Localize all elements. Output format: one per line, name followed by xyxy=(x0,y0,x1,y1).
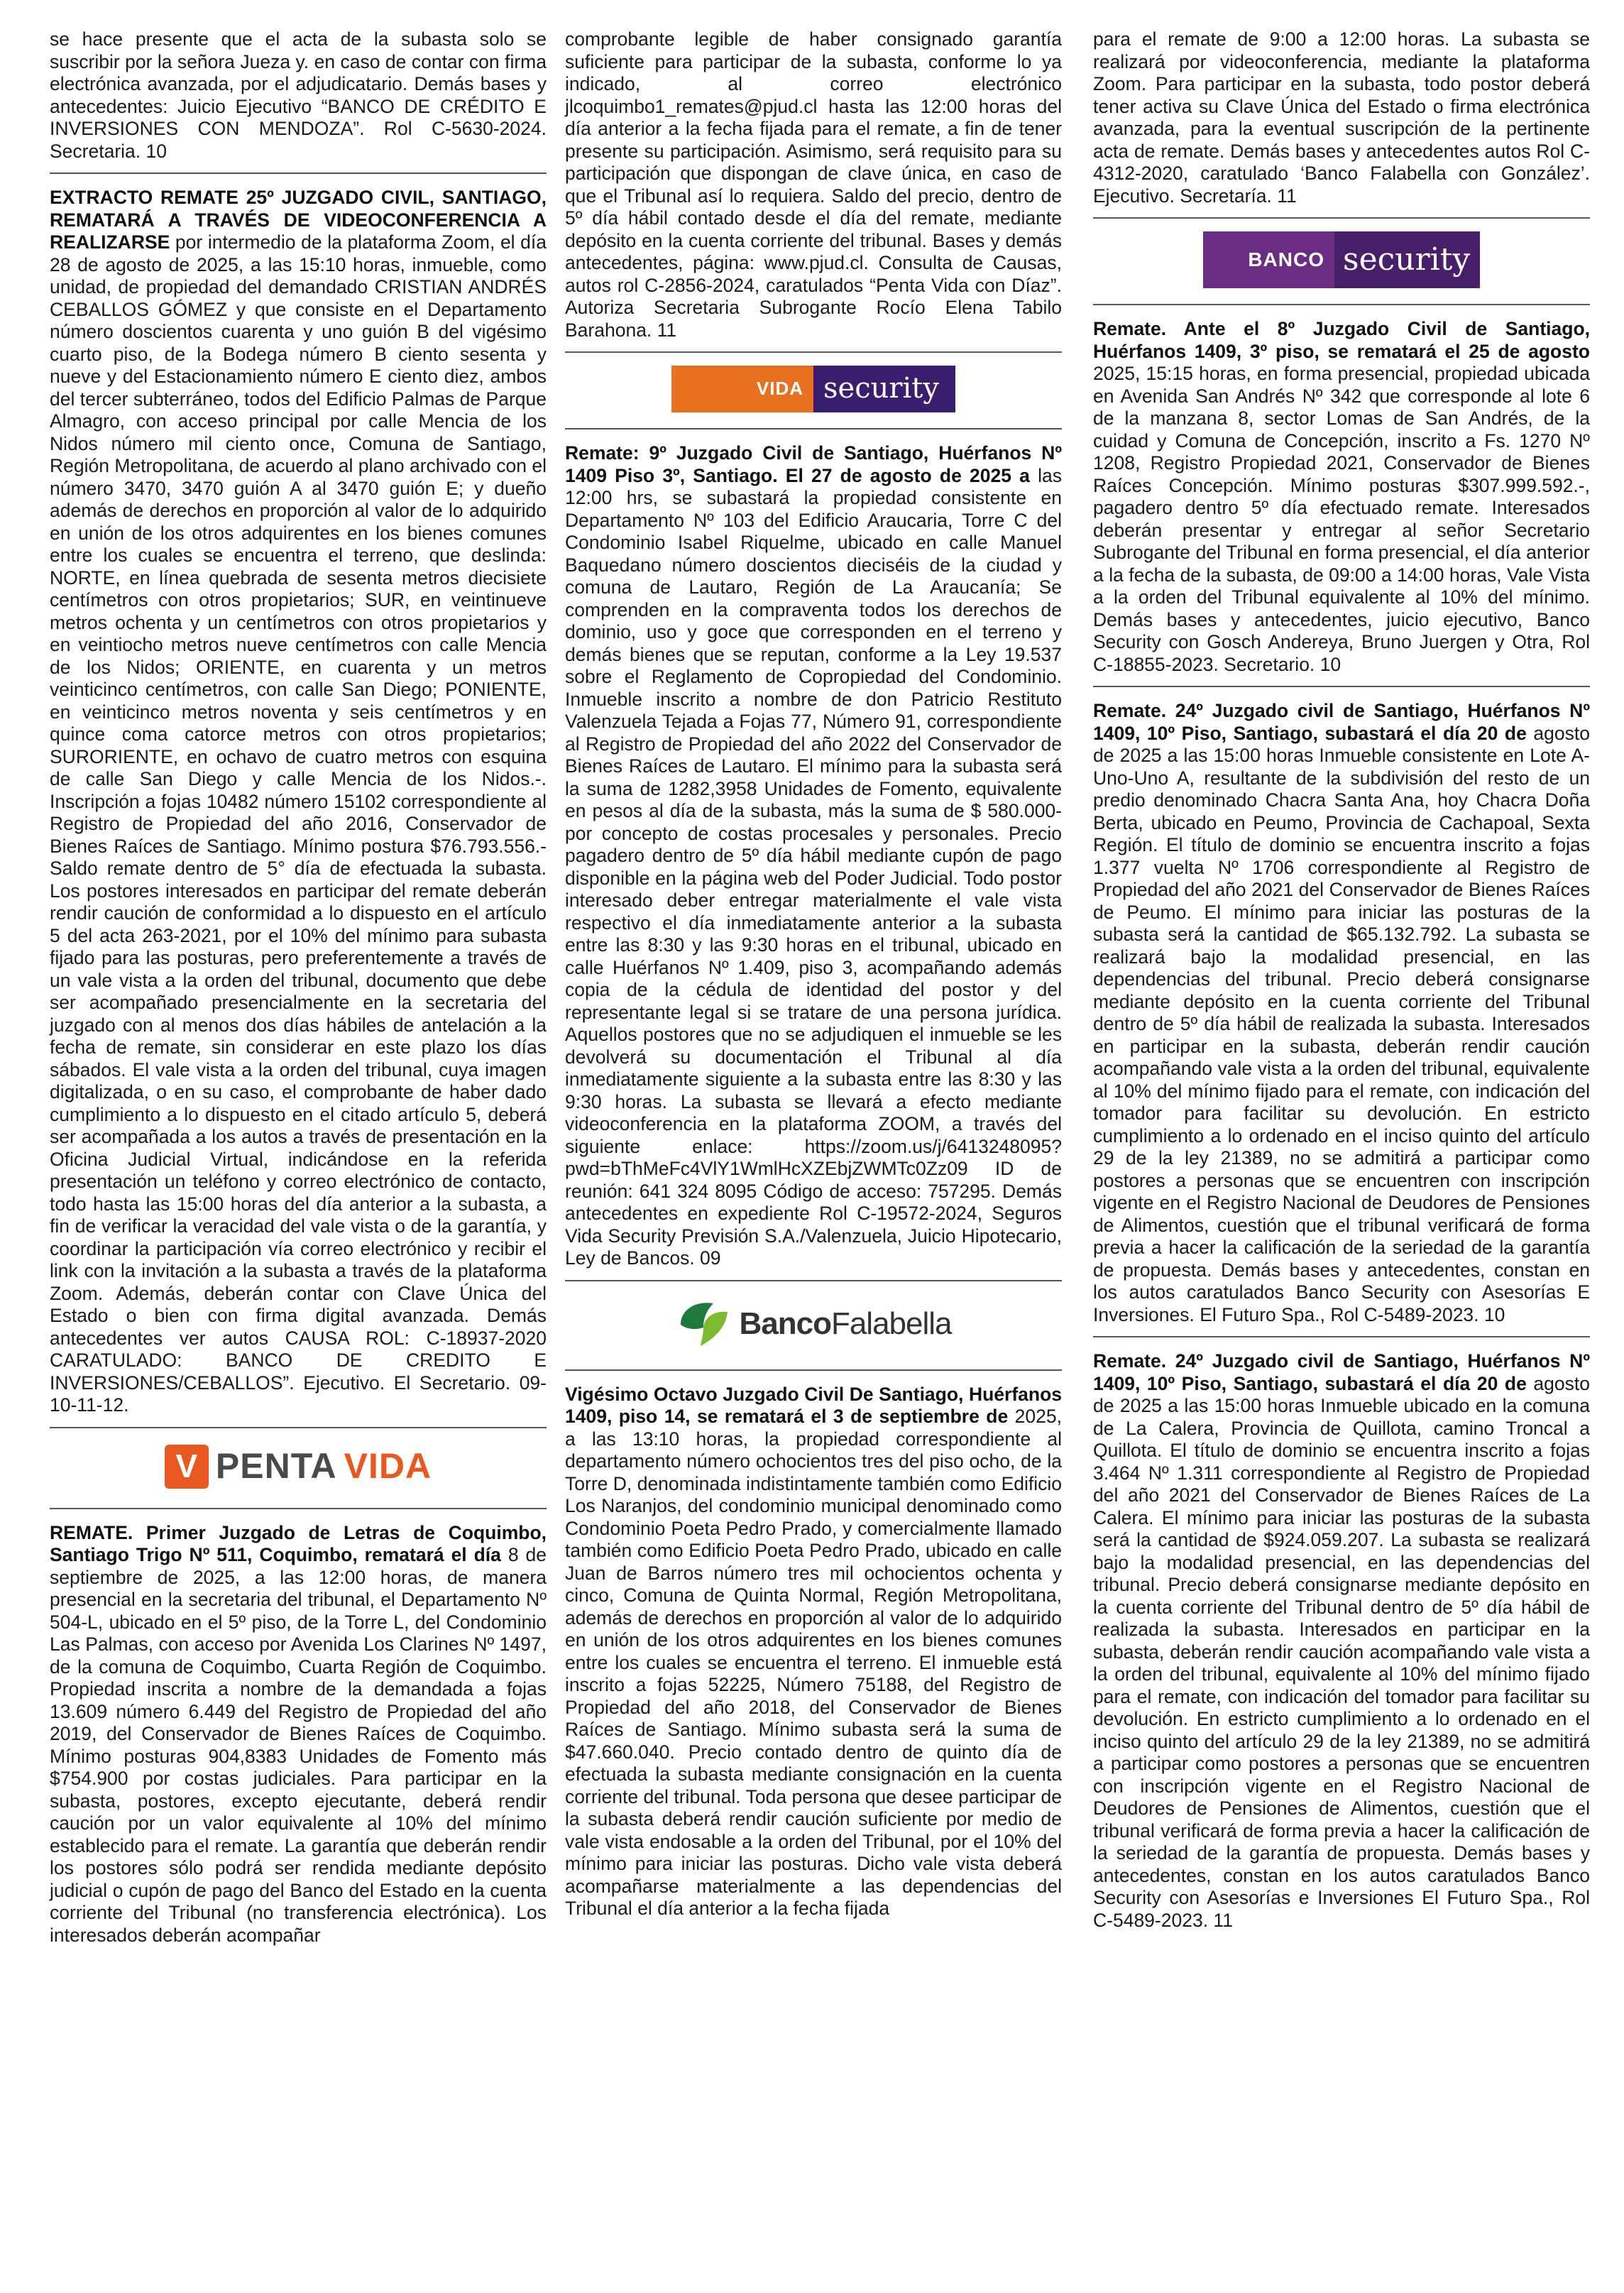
notice-body: por intermedio de la plataforma Zoom, el día 28 de agosto de 2025, a las 15:10 horas, inmueble, como unidad, de propiedad del demandado CRISTIAN ANDRÉS CEBALLOS GÓMEZ y que consiste en el Departamento número doscientos cuarenta y uno guión B del vigésimo cuarto piso, de la Bodega número B ciento sesenta y nueve y del Estacionamiento número E ciento diez, ambos del tercer subterráneo, todos del Edificio Palmas de Parque Almagro, con acceso principal por calle Mencia de los Nidos número mil ciento once, Comuna de Santiago, Región Metropolitana, de acuerdo al plano archivado con el número 3470, 3470 guión A al 3470 guión E; y dueño además de derechos en proporción al valor de lo adquirido en unión de los otros adquirentes en los bienes comunes entre los cuales se encuentra el terreno, que deslinda: NORTE, en línea quebrada de sesenta metros diecisiete centímetros con otros propietarios; SUR, en veintinueve metros ochenta y un centímetros con otros propietarios y en veintiocho metros nueve centímetros con calle Mencia de los Nidos; ORIENTE, en cuarenta y un metros veinticinco centímetros, con calle San Diego; PONIENTE, en veinticinco metros noventa y seis centímetros y en quince coma catorce metros con otros propietarios; SURORIENTE, en ochavo de cuatro metros con esquina de calle San Diego y calle Mencia de los Nidos.-. Inscripción a fojas 10482 número 15102 correspondiente al Registro de Propiedad del año 2016, Conservador de Bienes Raíces de Santiago. Mínimo postura $76.793.556.- Saldo remate dentro de 5° día de efectuada la subasta. Los postores interesados en participar del remate deberán rendir caución de conformidad a lo dispuesto en el artículo 5 del acta 263-2021, por el 10% del mínimo para subasta fijado para las posturas, pero preferentemente a través de un vale vista a la orden del tribunal, documento que debe ser acompañado presencialmente en la secretaria del juzgado con al menos dos días hábiles de antelación a la fecha de remate, sin considerar en este plazo los días sábados. El vale vista a la orden del tribunal, cuya imagen digitalizada, o en su caso, el comprobante de haber dado cumplimiento a lo dispuesto en el citado artículo 5, deberá ser acompañada a los autos a través de presentación en la Oficina Judicial Virtual, indicándose en la referida presentación un teléfono y correo electrónico de contacto, todo hasta las 15:00 horas del día anterior a la subasta, a fin de verificar la veracidad del vale vista o de la garantía, y coordinar la participación vía correo electrónico y recibir el link con la invitación a la subasta a través de la plataforma Zoom. Además, deberán contar con Clave Única del Estado o bien con firma digital avanzada. Demás antecedentes ver autos CAUSA ROL: C-18937-2020 CARATULADO: BANCO DE CREDITO E INVERSIONES/CEBALLOS”. Ejecutivo. El Secretario. 09-10-11-12. xyxy=(50,231,547,1416)
notice-continuation: comprobante legible de haber consignado garantía suficiente para participar de la subasta, conforme lo ya indicado, al correo electrónico jlcoquimbo1_remates@pjud.cl hasta las 12:00 horas del día anterior a la fecha fijada para el remate, a fin de tener presente su participación. Asimismo, será requisito para su participación que dispongan de clave única, en caso de que el Tribunal así lo requiera. Saldo del precio, dentro de 5º día hábil contado desde el día del remate, mediante depósito en la cuenta corriente del tribunal. Bases y demás antecedentes, página: www.pjud.cl. Consulta de Causas, autos rol C-2856-2024, caratulados “Penta Vida con Díaz”. Autoriza Secretaria Subrogante Rocío Elena Tabilo Barahona. 11 xyxy=(565,28,1062,341)
notice-remate-25-juzgado xyxy=(50,187,547,1417)
notice-body: las 12:00 hrs, se subastará la propiedad consistente en Departamento Nº 103 del Edificio Araucaria, Torre C del Condominio Isabel Riquelme, ubicado en calle Manuel Baquedano número doscientos dieciséis de la ciudad y comuna de Lautaro, Región de La Araucanía; Se comprenden en la compraventa todos los derechos de dominio, uso y goce que corresponden en el terreno y demás bienes que se reputan, conforme a la Ley 19.537 sobre el Reglamento de Copropiedad del Condominio. Inmueble inscrito a nombre de don Patricio Restituto Valenzuela Tejada a Fojas 77, Número 91, correspondiente al Registro de Propiedad del año 2022 del Conservador de Bienes Raíces de Lautaro. El mínimo para la subasta será la suma de 1282,3958 Unidades de Fomento, equivalente en pesos al día de la subasta, más la suma de $ 580.000- por concepto de costas procesales y personales. Precio pagadero dentro de 5º día hábil mediante cupón de pago disponible en la página web del Poder Judicial. Todo postor interesado deber entregar materialmente el vale vista respectivo el día inmediatamente anterior a la subasta entre las 8:30 y las 9:30 horas en el tribunal, ubicado en calle Huérfanos Nº 1.409, piso 3, acompañando además copia de la cédula de identidad del postor y del representante legal si se tratare de una persona jurídica. Aquellos postores que no se adjudiquen el inmueble se les devolverá su documentación el Tribunal al día inmediatamente siguiente a la subasta entre las 8:30 y las 9:30 horas. La subasta se llevará a efecto mediante videoconferencia en la plataforma ZOOM, a través del siguiente enlace: https://zoom.us/j/6413248095?pwd=bThMeFc4VlY1WmlHcXZEbjZWMTc0Zz09 ID de reunión: 641 324 8095 Código de acceso: 757295. Demás antecedentes en expediente Rol C-19572-2024, Seguros Vida Security Previsión S.A./Valenzuela, Juicio Hipotecario, Ley de Bancos. 09 xyxy=(565,464,1062,1269)
notice-heading: Vigésimo Octavo Juzgado Civil De Santiago, Huérfanos 1409, piso 14, se rematará el 3 de septiembre de xyxy=(565,1383,1062,1427)
divider xyxy=(1093,686,1590,687)
notice-heading: Remate. 24º Juzgado civil de Santiago, Huérfanos Nº 1409, 10º Piso, Santiago, subastará el día 20 de xyxy=(1093,1350,1590,1394)
divider xyxy=(1093,217,1590,219)
vida-security-logo xyxy=(565,366,1062,412)
notice-heading: Remate. Ante el 8º Juzgado Civil de Santiago, Huérfanos 1409, 3º piso, se rematará el 25 de agosto xyxy=(1093,318,1590,362)
notice-remate-24-juzgado-calera xyxy=(1093,1350,1590,1932)
divider xyxy=(565,1280,1062,1281)
notice-heading: Remate. 24º Juzgado civil de Santiago, Huérfanos Nº 1409, 10º Piso, Santiago, subastará el día 20 de xyxy=(1093,700,1590,744)
column-1 xyxy=(50,28,547,1957)
falabella-leaf-icon xyxy=(675,1296,732,1352)
divider xyxy=(1093,304,1590,305)
notice-body: 2025, 15:15 horas, en forma presencial, propiedad ubicada en Avenida San Andrés Nº 342 que corresponde al lote 6 de la manzana 8, sector Lomas de San Andrés, de la cuidad y Comuna de Concepción, inscrito a Fs. 1270 Nº 1208, Registro Propiedad 2021, Conservador de Bienes Raíces Concepción. Mínimo posturas $307.999.592.-, pagadero dentro 5º día efectuado remate. Interesados deberán presentar y entregar al señor Secretario Subrogante del Tribunal en forma presencial, el día anterior a la fecha de la subasta, de 09:00 a 14:00 horas, Vale Vista a la orden del Tribunal equivalente al 10% del mínimo. Demás bases y antecedentes, juicio ejecutivo, Banco Security con Gosch Andereya, Bruno Juergen y Otra, Rol C-18855-2023. Secretario. 10 xyxy=(1093,363,1590,675)
logo-text: VIDA xyxy=(344,1445,432,1486)
logo-text: PENTA xyxy=(215,1445,337,1486)
notice-remate-8-juzgado xyxy=(1093,318,1590,676)
column-3 xyxy=(1093,28,1590,1942)
notice-body: 2025, a las 13:10 horas, la propiedad correspondiente al departamento número ochocientos tres del piso ocho, de la Torre D, denominada indistintamente también como Edificio Los Naranjos, del condominio municipal denominado como Condominio Poeta Pedro Prado, y comercialmente llamado también como Edificio Poeta Pedro Prado, ubicado en calle Juan de Barros número tres mil ochocientos ochenta y cinco, Comuna de Quinta Normal, Región Metropolitana, además de derechos en proporción al valor de lo adquirido en unión de los otros adquirentes en los bienes comunes entre los cuales se encuentra el terreno. El inmueble está inscrito a fojas 52225, Número 75188, del Registro de Propiedad del año 2018, del Conservador de Bienes Raíces de Santiago. Mínimo subasta será la suma de $47.660.040. Precio contado dentro de quinto día de efectuada la subasta mediante consignación en la cuenta corriente del tribunal. Toda persona que desee participar de la subasta deberá rendir caución suficiente por medio de vale vista endosable a la orden del Tribunal, por el 10% del mínimo para iniciar las posturas. Dicho vale vista deberá acompañarse materialmente a las dependencias del Tribunal el día anterior a la fecha fijada xyxy=(565,1406,1062,1919)
notice-heading: REMATE. Primer Juzgado de Letras de Coquimbo, Santiago Trigo Nº 511, Coquimbo, rematará el día xyxy=(50,1521,547,1565)
divider xyxy=(565,351,1062,353)
banco-security-logo xyxy=(1093,231,1590,288)
divider xyxy=(50,1508,547,1509)
notice-body: 8 de septiembre de 2025, a las 12:00 horas, de manera presencial en la secretaria del tribunal, el Departamento Nº 504-L, ubicado en el 5º piso, de la Torre L, del Condominio Las Palmas, con acceso por Avenida Los Clarines Nº 1497, de la comuna de Coquimbo, Cuarta Región de Coquimbo. Propiedad inscrita a nombre de la demandada a fojas 13.609 número 6.449 del Registro de Propiedad del año 2019, del Conservador de Bienes Raíces de Coquimbo. Mínimo posturas 904,8383 Unidades de Fomento más $754.900 por costas judiciales. Para participar en la subasta, postores, excepto ejecutante, deberá rendir caución por un valor equivalente al 10% del mínimo establecido para el remate. La garantía que deberán rendir los postores sólo podrá ser rendida mediante depósito judicial o cupón de pago del Banco del Estado en la cuenta corriente del Tribunal (no transferencia electrónica). Los interesados deberán acompañar xyxy=(50,1544,547,1946)
notice-heading: Remate: 9º Juzgado Civil de Santiago, Huérfanos Nº 1409 Piso 3º, Santiago. El 27 de agosto de 2025 a xyxy=(565,442,1062,486)
logo-text: VIDA xyxy=(671,366,813,412)
divider xyxy=(1093,1336,1590,1337)
divider xyxy=(565,1369,1062,1371)
divider xyxy=(50,173,547,174)
column-2 xyxy=(565,28,1062,1930)
penta-vida-logo xyxy=(50,1441,547,1492)
logo-text: BANCO xyxy=(1203,231,1334,288)
notice-continuation: para el remate de 9:00 a 12:00 horas. La subasta se realizará por videoconferencia, mediante la plataforma Zoom. Para participar en la subasta, todo postor deberá tener activa su Clave Única del Estado o firma electrónica avanzada, para la eventual suscripción de la pertinente acta de remate. Demás bases y antecedentes autos Rol C-4312-2020, caratulado ‘Banco Falabella con González’. Ejecutivo. Secretaría. 11 xyxy=(1093,28,1590,207)
logo-text: security xyxy=(1334,231,1480,288)
logo-text: BancoFalabella xyxy=(739,1306,952,1341)
banco-falabella-logo xyxy=(565,1294,1062,1354)
notice-heading: EXTRACTO REMATE 25º JUZGADO CIVIL, SANTIAGO, REMATARÁ A TRAVÉS DE VIDEOCONFERENCIA A REALIZARSE xyxy=(50,187,547,253)
notice-continuation: se hace presente que el acta de la subasta solo se suscribir por la señora Jueza y. en caso de contar con firma electrónica avanzada, por el adjudicatario. Demás bases y antecedentes: Juicio Ejecutivo “BANCO DE CRÉDITO E INVERSIONES CON MENDOZA”. Rol C-5630-2024. Secretaria. 10 xyxy=(50,28,547,162)
logo-text: security xyxy=(813,366,955,412)
notice-remate-9-juzgado xyxy=(565,442,1062,1270)
penta-v-icon: V xyxy=(165,1445,209,1489)
notice-remate-coquimbo xyxy=(50,1522,547,1947)
notice-remate-28-juzgado xyxy=(565,1384,1062,1920)
notice-body: agosto de 2025 a las 15:00 horas Inmueble consistente en Lote A-Uno-Uno A, resultante de la subdivisión del resto de un predio denominado Chacra Santa Ana, hoy Chacra Doña Berta, ubicado en Peumo, Provincia de Cachapoal, Sexta Región. El título de dominio se encuentra inscrito a fojas 1.377 vuelta Nº 1706 correspondiente al Registro de Propiedad del año 2021 del Conservador de Bienes Raíces de Peumo. El mínimo para iniciar las posturas de la subasta será la cantidad de $65.132.792. La subasta se realizará bajo la modalidad presencial, en las dependencias del tribunal. Precio deberá consignarse mediante depósito en la cuenta corriente del Tribunal dentro de 5º día hábil de realizada la subasta. Interesados en participar en la subasta, deberán rendir caución acompañando vale vista a la orden del tribunal, equivalente al 10% del mínimo fijado para el remate, con indicación del tomador para facilitar su devolución. En estricto cumplimiento a lo ordenado en el inciso quinto del artículo 29 de la ley 21389, no se admitirá a participar como postores a personas que se encuentren con inscripción vigente en el Registro Nacional de Deudores de Pensiones de Alimentos, cuestión que el tribunal verificará de forma previa a hacer la calificación de la seriedad de la garantía de propuesta. Demás bases y antecedentes, constan en los autos caratulados Banco Security con Asesorías E Inversiones. El Futuro Spa., Rol C-5489-2023. 10 xyxy=(1093,722,1590,1325)
divider xyxy=(565,428,1062,429)
notice-remate-24-juzgado-peumo xyxy=(1093,700,1590,1326)
divider xyxy=(50,1427,547,1428)
notice-body: agosto de 2025 a las 15:00 horas Inmueble ubicado en la comuna de La Calera, Provincia de Quillota, camino Troncal a Quillota. El título de dominio se encuentra inscrito a fojas 3.464 Nº 1.311 correspondiente al Registro de Propiedad del año 2021 del Conservador de Bienes Raíces de La Calera. El mínimo para iniciar las posturas de la subasta será la cantidad de $924.059.207. La subasta se realizará bajo la modalidad presencial, en las dependencias del tribunal. Precio deberá consignarse mediante depósito en la cuenta corriente del Tribunal dentro de 5º día hábil de realizada la subasta. Interesados en participar en la subasta, deberán rendir caución acompañando vale vista a la orden del tribunal, equivalente al 10% del mínimo fijado para el remate, con indicación del tomador para facilitar su devolución. En estricto cumplimiento a lo ordenado en el inciso quinto del artículo 29 de la ley 21389, no se admitirá a participar como postores a personas que se encuentren con inscripción vigente en el Registro Nacional de Deudores de Pensiones de Alimentos, cuestión que el tribunal verificará de forma previa a hacer la calificación de la seriedad de la garantía de propuesta. Demás bases y antecedentes, constan en los autos caratulados Banco Security con Asesorías e Inversiones El Futuro Spa., Rol C-5489-2023. 11 xyxy=(1093,1372,1590,1931)
